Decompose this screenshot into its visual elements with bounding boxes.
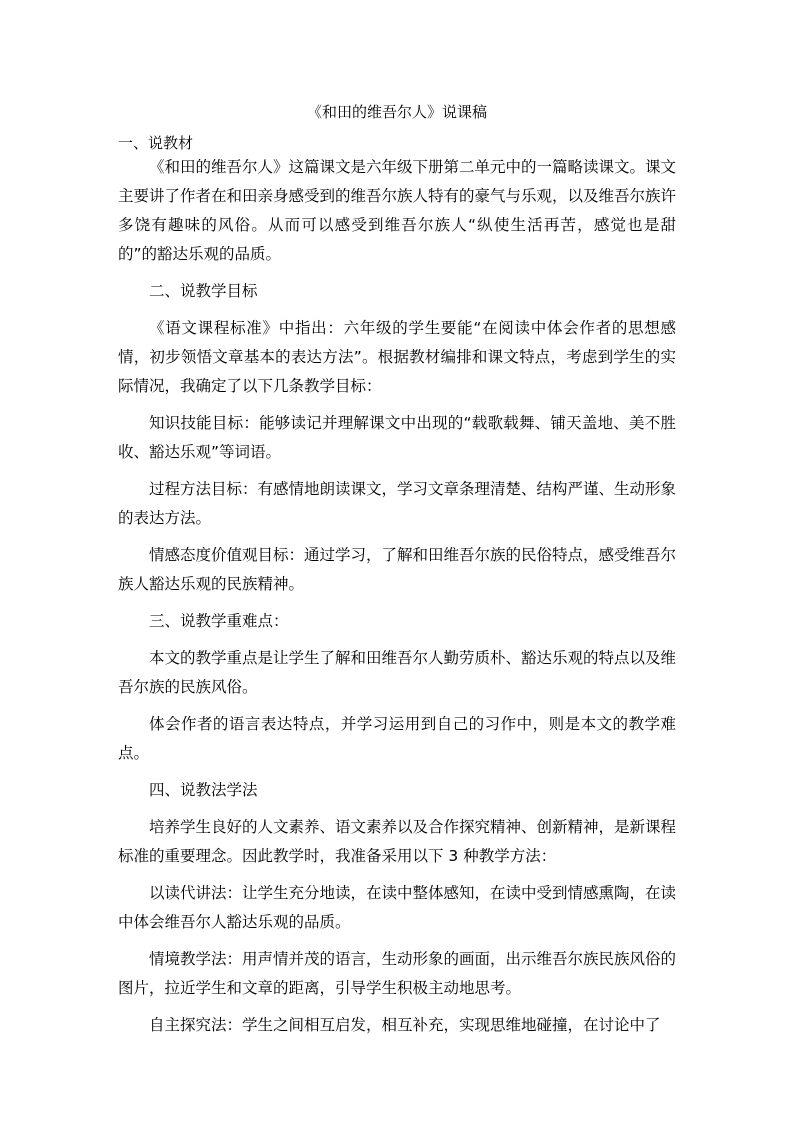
document-title: 《和田的维吾尔人》说课稿 <box>306 103 487 121</box>
paragraph-methods-intro: 培养学生良好的人文素养、语文素养以及合作探究精神、创新精神，是新课程标准的重要理念。因此教学时，我准备采用以下 3 种教学方法： <box>118 818 677 865</box>
paragraph-process-goal: 过程方法目标：有感情地朗读课文，学习文章条理清楚、结构严谨、生动形象的表达方法。 <box>118 480 677 527</box>
paragraph-key-point: 本文的教学重点是让学生了解和田维吾尔人勤劳质朴、豁达乐观的特点以及维吾尔族的民族风俗。 <box>118 649 677 696</box>
paragraph-curriculum-standard: 《语文课程标准》中指出：六年级的学生要能“在阅读中体会作者的思想感情，初步领悟文章基本的表达方法”。根据教材编排和课文特点，考虑到学生的实际情况，我确定了以下几条教学目标： <box>118 319 676 395</box>
document-body <box>118 153 676 1040</box>
paragraph-knowledge-goal: 知识技能目标：能够读记并理解课文中出现的“载歌载舞、铺天盖地、美不胜收、豁达乐观”等词语。 <box>118 414 676 461</box>
paragraph-reading-method: 以读代讲法：让学生充分地读，在读中整体感知，在读中受到情感熏陶，在读中体会维吾尔人豁达乐观的品质。 <box>118 884 677 931</box>
section-heading-textbook: 一、说教材 <box>118 134 194 152</box>
paragraph-situation-method: 情境教学法：用声情并茂的语言，生动形象的画面，出示维吾尔族民族风俗的图片，拉近学生和文章的距离，引导学生积极主动地思考。 <box>118 950 677 997</box>
section-heading-methods: 四、说教法学法 <box>149 781 258 799</box>
section-heading-key-points: 三、说教学重难点： <box>149 612 289 630</box>
paragraph-inquiry-method: 自主探究法：学生之间相互启发，相互补充，实现思维地碰撞，在讨论中了 <box>149 1016 661 1034</box>
section-heading-teaching-goals: 二、说教学目标 <box>149 282 258 300</box>
paragraph-difficult-point: 体会作者的语言表达特点，并学习运用到自己的习作中，则是本文的教学难点。 <box>118 715 676 762</box>
paragraph-emotion-goal: 情感态度价值观目标：通过学习，了解和田维吾尔族的民俗特点，感受维吾尔族人豁达乐观的民族精神。 <box>118 546 677 593</box>
paragraph-textbook-intro: 《和田的维吾尔人》这篇课文是六年级下册第二单元中的一篇略读课文。课文主要讲了作者在和田亲身感受到的维吾尔族人特有的豪气与乐观，以及维吾尔族许多饶有趣味的风俗。从而可以感受到维吾尔族人“纵使生活再苦，感觉也是甜的”的豁达乐观的品质。 <box>118 158 677 263</box>
